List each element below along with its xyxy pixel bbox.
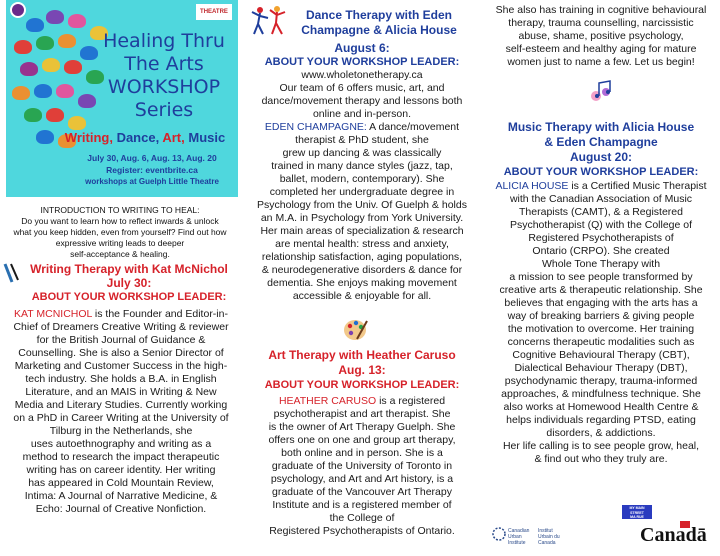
workshop-poster — [6, 0, 238, 197]
writing-leader-name: KAT MCNICHOL — [14, 308, 92, 320]
dance-bio-continued: She also has training in cognitive behavioural therapy, trauma counselling, narcissistic abuse, shame, positive psychology, self-esteem and healthy aging for mature women just to name a few. Let us begin! — [495, 4, 707, 68]
org-logo-icon — [10, 2, 26, 18]
cui-mark-icon — [492, 527, 506, 541]
intro-block: INTRODUCTION TO WRITING TO HEAL: Do you want to learn how to reflect inwards & unlock what you keep hidden, even from yourself? Find out how expressive writing leads to deeper self-acceptance & healing. — [0, 205, 240, 260]
dance-title-line2: Champagne & Alicia House — [301, 23, 457, 37]
writing-bio: KAT MCNICHOL is the Founder and Editor-in- Chief of Dreamers Creative Writing & reviewer for the British Journal of Guidance & Counselling. She is also a Senior Director of Marketing and Customer Success in the high- tech industry. She holds a B.A. in English Literature, and an MAIS in Writing & New Media and Literary Studies. Currently working on a PhD in Career Writing at the University of Tilburg in the Netherlands, she uses autoethnography and writing as a method to research the impact therapeutic writing has on career identity. Her writing has appeared in Cold Mountain Review, Intima: A Journal of Narrative Medicine, & Echo: Journal of Creative Nonfiction. — [13, 308, 229, 515]
art-title: Art Therapy with Heather Caruso — [268, 348, 456, 362]
art-leader-heading: ABOUT YOUR WORKSHOP LEADER: — [264, 379, 460, 391]
music-leader-name: ALICIA HOUSE — [495, 180, 569, 192]
poster-register: Register: eventbrite.ca — [106, 165, 198, 175]
theatre-logo: THEATRE — [196, 4, 232, 20]
dance-website: www.wholetonetherapy.ca — [301, 69, 423, 81]
music-date: August 20: — [569, 150, 632, 164]
art-section-header — [246, 348, 478, 393]
dance-title-line1: Dance Therapy with Eden — [305, 8, 453, 22]
art-leader-name: HEATHER CARUSO — [278, 395, 377, 407]
dance-date: August 6: — [334, 41, 390, 55]
music-section-header — [484, 120, 718, 180]
canada-wordmark: Canadā — [640, 524, 707, 546]
poster-title: Healing Thru The Arts WORKSHOP Series — [103, 30, 225, 121]
writing-section-header — [20, 262, 238, 304]
writing-leader-heading: ABOUT YOUR WORKSHOP LEADER: — [31, 291, 227, 303]
poster-dates: July 30, Aug. 6, Aug. 13, Aug. 20 — [87, 153, 217, 163]
main-street-badge: MY MAIN STREET MA RUE PRINCIPALE — [622, 505, 652, 519]
writing-date: July 30: — [106, 276, 152, 290]
art-date: Aug. 13: — [338, 363, 386, 377]
canadian-urban-institute-logo: Canadian Urban Institute Institut Urbain du Canada — [492, 527, 562, 545]
poster-venue: workshops at Guelph Little Theatre — [85, 177, 219, 186]
dance-leader-heading: ABOUT YOUR WORKSHOP LEADER: — [264, 56, 460, 68]
intro-heading: INTRODUCTION TO WRITING TO HEAL: — [40, 205, 200, 215]
music-leader-heading: ABOUT YOUR WORKSHOP LEADER: — [503, 166, 699, 178]
poster-subtitle: Writing, Dance, Art, Music — [64, 130, 226, 145]
art-bio: HEATHER CARUSO is a registered psychotherapist and art therapist. She is the owner of Art Therapy Guelph. She offers one on one and group art therapy, both online and in person. She is a graduate of the University of Toronto in psychology, and Art and Art history, is a graduate of the Vancouver Art Therapy Institute and is a registered member of the College of Registered Psychotherapists of Ontario. — [268, 395, 456, 537]
writing-title: Writing Therapy with Kat McNichol — [30, 262, 228, 276]
music-title-line1: Music Therapy with Alicia House — [507, 120, 695, 134]
paint-palette-icon — [343, 317, 369, 341]
dance-section-header — [280, 8, 478, 38]
music-bio: ALICIA HOUSE is a Certified Music Therapist with the Canadian Association of Music Therapists (CAMT), & a Registered Psychotherapist (Q) with the College of Registered Psychotherapists of Ontario (CRPO). She created Whole Tone Therapy with a mission to see people transformed by creative arts & therapeutic relationship. She believes that engaging with the arts has a way of breaking barriers & giving people the motivation to overcome. Her training concerns therapeutic modalities such as Cognitive Behavioural Therapy (CBT), Dialectical Behaviour Therapy (DBT), psychodynamic therapy, trauma-informed approaches, & mindfulness technique. She also works at Homewood Health Centre & helps individuals regarding PTSD, eating disorders, & addictions. Her life calling is to see people grow, heal, & find out who they truly are. — [495, 180, 707, 465]
dance-leader-name: EDEN CHAMPAGNE: — [264, 121, 367, 133]
music-notes-icon — [588, 80, 618, 102]
dance-bio: August 6: ABOUT YOUR WORKSHOP LEADER: www.wholetonetherapy.ca Our team of 6 offers music, art, and dance/movement therapy and lessons both online and in-person. EDEN CHAMPAGNE: A dance/movement therapist & PhD student, she grew up dancing & was classically trained in many dance styles (jazz, tap, ballet, modern, contemporary). She completed her undergraduate degree in Psychology from the Univ. Of Guelph & holds an M.A. in Psychology from York University. Her main areas of specialization & research are mental health: stress and anxiety, relationship satisfaction, aging populations, & neurodegenerative disorders & dance for dementia. She enjoys making movement accessible & enjoyable for all. — [246, 41, 478, 303]
music-title-line2: & Eden Champagne — [544, 135, 658, 149]
